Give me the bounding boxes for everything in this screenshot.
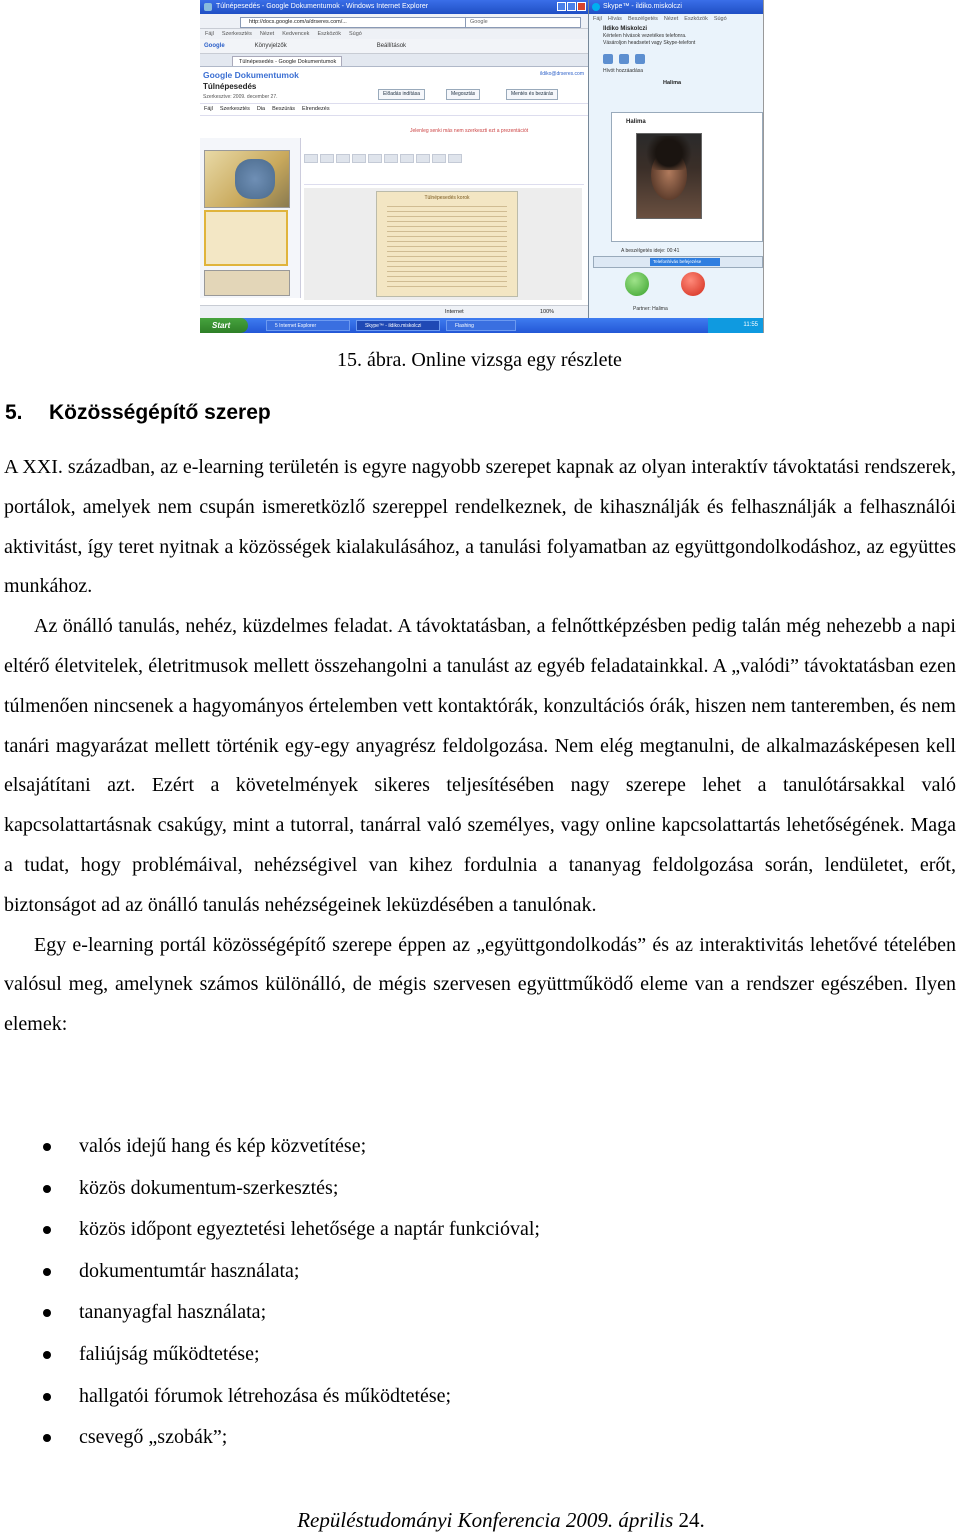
user-email: ildiko@drseres.com (540, 71, 584, 77)
list-item-text: faliújság működtetése; (79, 1342, 260, 1365)
skype-window (588, 0, 764, 318)
toolbar-button[interactable] (432, 154, 446, 163)
list-item-text: csevegő „szobák”; (79, 1426, 228, 1449)
element-list (4, 1126, 956, 1459)
skype-promo-line[interactable]: Kértelen hívások vezetékes telefonra. (603, 33, 687, 39)
doc-menu-layout[interactable]: Elrendezés (302, 106, 330, 112)
skype-menu-bar (589, 14, 764, 24)
toolbar-button[interactable] (336, 154, 350, 163)
footer-day: 24. (678, 1508, 705, 1532)
ie-search-box[interactable]: Google (465, 17, 581, 28)
page-footer (0, 1505, 960, 1535)
toolbar-button[interactable] (304, 154, 318, 163)
ie-menu-edit[interactable]: Szerkesztés (221, 31, 252, 37)
slide-page[interactable] (376, 191, 518, 297)
bookmarks-button[interactable]: Könyvjelzők (254, 43, 287, 49)
paragraph: Egy e-learning portál közösségépítő szerepe éppen az „együttgondolkodás” és az interaktivitás lehetővé tételében valósul meg, amelynek számos különálló, de mégis szervesen együttműködő eleme van a rendszer egészében. Ilyen elemek: (4, 933, 956, 1036)
skype-user-name[interactable]: Ildiko Miskolczi (603, 26, 648, 32)
close-icon[interactable] (577, 2, 586, 11)
add-caller-button[interactable]: Hívót hozzáadása (603, 68, 644, 74)
slide-canvas (304, 188, 582, 300)
list-item (4, 1209, 956, 1251)
bullet-icon (43, 1226, 51, 1234)
bullet-icon (43, 1393, 51, 1401)
list-item-text: valós idejű hang és kép közvetítése; (79, 1135, 367, 1157)
section-heading (5, 398, 271, 428)
skype-menu-file[interactable]: Fájl (593, 16, 602, 22)
ie-menu-help[interactable]: Súgó (348, 31, 362, 37)
toolbar-button[interactable] (416, 154, 430, 163)
format-toolbar (304, 150, 584, 185)
skype-menu-view[interactable]: Nézet (663, 16, 679, 22)
hang-up-icon[interactable] (681, 272, 705, 296)
video-feed (636, 133, 702, 219)
section-title: Közösségépítő szerep (49, 401, 271, 424)
start-button[interactable]: Start (200, 318, 248, 333)
slide-thumbnail-selected[interactable] (204, 210, 288, 266)
slide-thumbnails (200, 138, 301, 298)
doc-menu-file[interactable]: Fájl (204, 106, 213, 112)
skype-promo-line[interactable]: Vásároljon headsetet vagy Skype-telefont (603, 40, 696, 46)
doc-title[interactable]: Túlnépesedés (203, 82, 257, 91)
list-item-text: dokumentumtár használata; (79, 1259, 300, 1282)
skype-menu-call[interactable]: Hívás (607, 16, 622, 22)
doc-menu-insert[interactable]: Beszúrás (272, 106, 296, 112)
ie-menu-bar (200, 29, 588, 39)
ie-status-bar (200, 305, 588, 318)
skype-menu-chat[interactable]: Beszélgetés (627, 16, 658, 22)
share-button[interactable]: Megosztás (446, 89, 480, 100)
ie-menu-tools[interactable]: Eszközök (317, 31, 341, 37)
paragraph: Az önálló tanulás, nehéz, küzdelmes feladat. A távoktatásban, a felnőttképzésben pedig talán még nehezebb a napi eltérő életvitelek, életritmusok mellett összehangolni a tanulást az egyéb feladatainkkal. A „valódi” távoktatásban ezen túlmenően nincsenek a hagyományos értelemben vett kontaktórák, konzultációs órák, hiszen nem tanteremben, és nem tanári magyarázat mellett történik egy-egy anyagrész feldolgozása. Nem elég megtanulni, de alkalmazásképesen kell elsajátítani azt. Ezért a követelmények sikeres teljesítésében nagy szerepe lehet a tanulótársakkal való kapcsolattartásnak csakúgy, mint a tutorral, tanárral való személyes, vagy online kapcsolattartás lehetőségének. Maga a tudat, hogy problémáival, nehézségivel van kihez fordulnia a tananyag feldolgozása során, lendületet, erőt, biztonságot ad az önálló tanulás nehézségeinek leküzdésében a tanulónak. (4, 615, 956, 916)
section-number: 5. (5, 401, 23, 424)
taskbar-item-skype[interactable]: Skype™ - ildiko.miskolczi (356, 320, 440, 331)
bullet-icon (43, 1268, 51, 1276)
google-toolbar (200, 39, 588, 54)
slide-title: Túlnépesedés korok (424, 195, 470, 201)
gdocs-logo[interactable]: Google Dokumentumok (203, 70, 299, 80)
windows-taskbar (200, 318, 764, 333)
ie-menu-favorites[interactable]: Kedvencek (282, 31, 310, 37)
footer-conference: Repüléstudományi Konferencia 2009. április (297, 1508, 674, 1532)
minimize-icon[interactable] (557, 2, 566, 11)
skype-window-title: Skype™ - ildiko.miskolczi (603, 3, 682, 10)
maximize-icon[interactable] (567, 2, 576, 11)
bullet-icon (43, 1309, 51, 1317)
call-partner: Partner: Halima (633, 306, 668, 312)
doc-menu-bar (200, 104, 588, 116)
list-item (4, 1376, 956, 1418)
ie-menu-file[interactable]: Fájl (205, 31, 214, 37)
list-item (4, 1417, 956, 1459)
status-zoom[interactable]: 100% (540, 309, 555, 315)
list-item-text: tananyagfal használata; (79, 1301, 267, 1324)
doc-meta: Szerkesztve: 2009. december 27. (203, 94, 278, 100)
skype-toolbar (589, 52, 764, 66)
bullet-icon (43, 1185, 51, 1193)
toolbar-button[interactable] (320, 154, 334, 163)
ie-tab-strip (200, 54, 588, 67)
skype-menu-tools[interactable]: Eszközök (684, 16, 708, 22)
end-call-bar-button[interactable]: Telefonhívás befejezése (650, 258, 720, 266)
call-contact-name: Halima (626, 119, 646, 125)
skype-menu-help[interactable]: Súgó (713, 16, 727, 22)
contacts-icon[interactable] (603, 54, 613, 64)
doc-menu-edit[interactable]: Szerkesztés (219, 106, 250, 112)
list-item (4, 1251, 956, 1293)
ie-window (200, 0, 588, 318)
list-item (4, 1334, 956, 1376)
call-timer: A beszélgetés ideje: 00:41 (621, 248, 680, 254)
bullet-icon (43, 1434, 51, 1442)
ie-title-bar (200, 0, 588, 14)
toolbar-button[interactable] (352, 154, 366, 163)
list-item (4, 1168, 956, 1210)
skype-title-bar (589, 0, 764, 14)
ie-tab-active[interactable]: Túlnépesedés - Google Dokumentumok (232, 56, 342, 66)
toolbar-button[interactable] (400, 154, 414, 163)
toolbar-button[interactable] (448, 154, 462, 163)
answer-call-icon[interactable] (625, 272, 649, 296)
taskbar-item-ie[interactable]: 5 Internet Explorer (266, 320, 350, 331)
slide-thumbnail[interactable] (204, 270, 290, 296)
taskbar-item-flashing[interactable]: Flashing (446, 320, 516, 331)
ie-address-row (200, 14, 588, 29)
taskbar-clock: 11:55 (708, 318, 764, 333)
bullet-icon (43, 1143, 51, 1151)
list-item (4, 1292, 956, 1334)
gdocs-header (200, 67, 588, 104)
body-text (4, 448, 956, 1045)
ie-address-bar[interactable]: http://docs.google.com/a/drseres.com/... (240, 17, 470, 28)
ie-window-title: Túlnépesedés - Google Dokumentumok - Windows Internet Explorer (216, 3, 429, 10)
list-item-text: hallgatói fórumok létrehozása és működtetése; (79, 1384, 452, 1407)
google-toolbar-logo: Google (204, 43, 225, 49)
list-item-text: közös dokumentum-szerkesztés; (79, 1176, 339, 1199)
save-close-button[interactable]: Mentés és bezárás (506, 89, 558, 100)
toolbar-button[interactable] (368, 154, 382, 163)
figure-caption: 15. ábra. Online vizsga egy részlete (337, 349, 622, 371)
status-zone: Internet (445, 309, 464, 315)
toolbar-button[interactable] (384, 154, 398, 163)
ie-menu-view[interactable]: Nézet (259, 31, 275, 37)
history-icon[interactable] (635, 54, 645, 64)
paragraph: A XXI. században, az e-learning területén is egyre nagyobb szerepet kapnak az olyan interaktív távoktatási rendszerek, portálok, amelyek nem csupán ismeretközlő szereppel rendelkeznek, de kihasználják és felhasználják a felhasználói aktivitást, így teret nyitnak a közösségek kialakulásához, a tanulási folyamatban az együttgondolkodáshoz, az együttes munkához. (4, 456, 956, 598)
list-item (4, 1126, 956, 1168)
edit-notice: Jelenleg senki más nem szerkeszti ezt a prezentációt (410, 128, 529, 134)
call-phone-icon[interactable] (619, 54, 629, 64)
online-exam-screenshot (200, 0, 764, 333)
bullet-icon (43, 1351, 51, 1359)
settings-button[interactable]: Beállítások (376, 43, 407, 49)
skype-contact-name[interactable]: Halima (663, 80, 682, 86)
slide-thumbnail-map[interactable] (204, 150, 290, 208)
call-control-bar (593, 256, 763, 268)
doc-menu-slide[interactable]: Dia (256, 106, 266, 112)
skype-call-panel (611, 112, 763, 242)
start-presentation-button[interactable]: Előadás indítása (378, 89, 425, 100)
list-item-text: közös időpont egyeztetési lehetősége a naptár funkcióval; (79, 1218, 540, 1241)
